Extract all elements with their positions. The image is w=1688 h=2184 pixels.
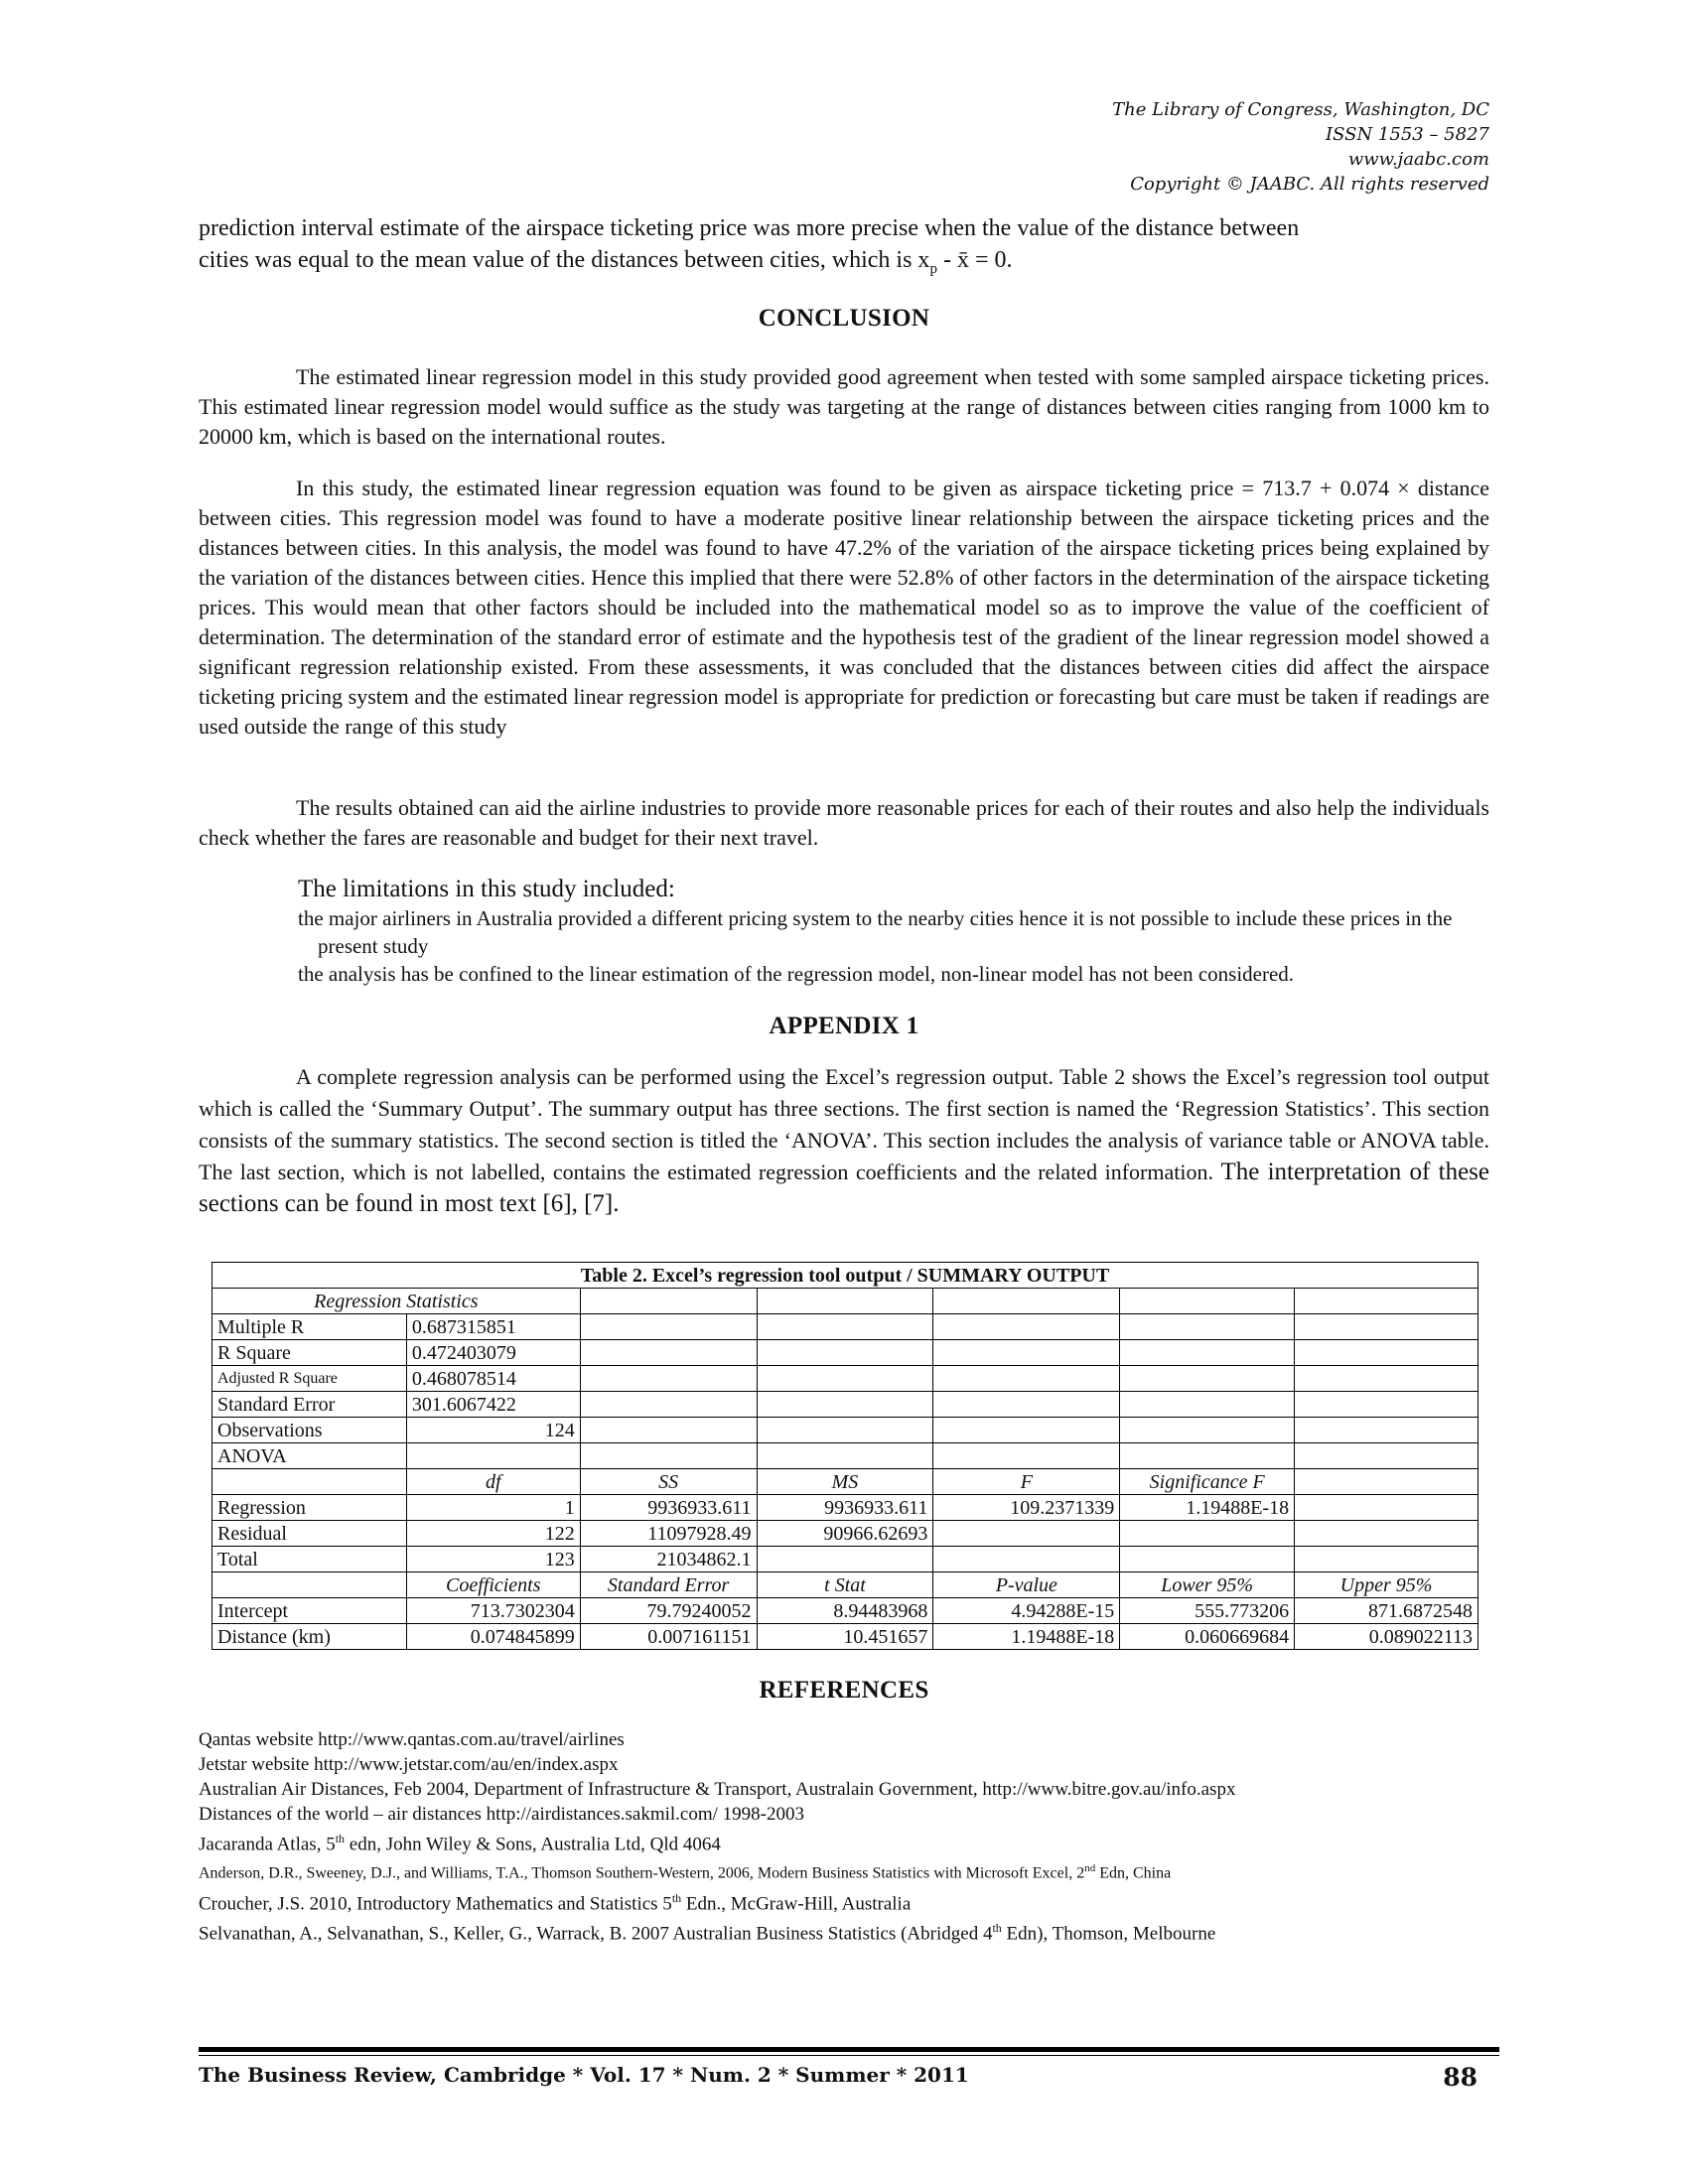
reference-item [199,1916,1509,1946]
appendix-paragraph [199,1061,1489,1220]
table-cell [1120,1547,1295,1572]
column-header: t Stat [757,1572,933,1598]
intro-minus: - [936,247,957,273]
reference-superscript: th [992,1920,1002,1935]
column-header: SS [580,1469,757,1495]
reference-superscript: th [671,1890,682,1905]
reference-superscript: th [335,1832,346,1845]
table-row [212,1624,1478,1650]
column-header: Lower 95% [1120,1572,1295,1598]
column-header: df [406,1469,580,1495]
table-row [212,1340,1478,1366]
table-cell: 109.2371339 [933,1495,1120,1521]
table-row [212,1547,1478,1572]
table-cell: 4.94288E-15 [933,1598,1120,1624]
table-cell: 11097928.49 [580,1521,757,1547]
intro-equals: = 0. [968,247,1013,273]
page-number: 88 [1443,2063,1477,2092]
footer-rule-thick [199,2047,1499,2052]
reference-item: Qantas website http://www.qantas.com.au/travel/airlines [199,1729,625,1750]
stat-label: R Square [212,1340,407,1366]
x-bar-symbol: x̄ [956,247,969,273]
table-cell [933,1521,1120,1547]
table-cell: 0.089022113 [1295,1624,1478,1650]
table-row [212,1392,1478,1418]
row-label: Total [212,1547,407,1572]
table-cell: 79.79240052 [580,1598,757,1624]
row-label: Regression [212,1495,407,1521]
references-heading-wrap [199,1677,1489,1705]
stat-label: Standard Error [212,1392,407,1418]
table-cell: 0.007161151 [580,1624,757,1650]
reference-text: Jacaranda Atlas, 5 [199,1834,336,1855]
reference-item: Distances of the world – air distances http://airdistances.sakmil.com/ 1998-2003 [199,1804,804,1825]
table-cell: 9936933.611 [580,1495,757,1521]
column-header: Standard Error [580,1572,757,1598]
table-row [212,1521,1478,1547]
stat-value: 301.6067422 [406,1392,580,1418]
reference-item [199,1827,1509,1856]
table-cell: 555.773206 [1120,1598,1295,1624]
stat-value: 0.468078514 [406,1366,580,1392]
reference-text: Edn), Thomson, Melbourne [1001,1923,1216,1945]
table-cell: 1 [406,1495,580,1521]
conclusion-paragraph-3-wrap [199,793,1489,853]
references-heading: REFERENCES [759,1677,929,1704]
intro-line-2 [199,244,1489,285]
header-line-3: www.jaabc.com [1347,149,1489,170]
appendix-paragraph-tail: The interpretation of these sections can be found in most text [6], [7]. [199,1159,1489,1217]
table-row [212,1418,1478,1443]
row-label: Distance (km) [212,1624,407,1650]
appendix-heading-wrap [199,1013,1489,1040]
conclusion-paragraph-2-wrap [199,474,1489,742]
column-header: Upper 95% [1295,1572,1478,1598]
column-header: F [933,1469,1120,1495]
limitations-lead: The limitations in this study included: [298,876,675,902]
column-header: MS [757,1469,933,1495]
appendix-paragraph-text: A complete regression analysis can be performed using the Excel’s regression output. Table 2 shows the Excel’s regression tool output which is called the ‘Summary Output’. The summary output has three sections. The first section is named the ‘Regression Statistics’. This section consists of the summary statistics. The second section is titled the ‘ANOVA’. This section includes the analysis of variance table or ANOVA table. The last section, which is not labelled, contains the estimated regression coefficients and the related information. [199,1064,1489,1184]
table-cell [933,1547,1120,1572]
subscript-p: p [929,260,937,277]
journal-footer [199,2063,1477,2092]
footer-journal-title: The Business Review, Cambridge * Vol. 17 * Num. 2 * Summer * 2011 [199,2063,969,2087]
table-cell: 1.19488E-18 [933,1624,1120,1650]
header-line-2: ISSN 1553 – 5827 [1326,124,1489,145]
table-cell: 9936933.611 [757,1495,933,1521]
limitations-list [298,875,1499,988]
conclusion-heading-wrap [199,305,1489,333]
regression-statistics-title: Regression Statistics [212,1289,581,1314]
table-cell: 90966.62693 [757,1521,933,1547]
references-list [199,1727,1509,1946]
anova-title: ANOVA [212,1443,407,1469]
reference-item: Jetstar website http://www.jetstar.com/au/en/index.aspx [199,1754,619,1775]
reference-item [199,1886,1509,1916]
header-line-4: Copyright © JAABC. All rights reserved [1130,174,1489,195]
stat-value: 0.687315851 [406,1314,580,1340]
journal-header [1112,97,1489,197]
conclusion-paragraph-2: In this study, the estimated linear regression equation was found to be given as airspace ticketing price = 713.7 + 0.074 × distance between cities. This regression model was found to have a moderate positive linear relationship between the airspace ticketing prices and the distances between cities. In this analysis, the model was found to have 47.2% of the variation of the airspace ticketing prices being explained by the variation of the distances between cities. Hence this implied that there were 52.8% of other factors in the determination of the airspace ticketing prices. This would mean that other factors should be included into the mathematical model so as to improve the value of the coefficient of determination. The determination of the standard error of estimate and the hypothesis test of the gradient of the linear regression model showed a significant regression relationship existed. From these assessments, it was concluded that the distances between cities did affect the airspace ticketing pricing system and the estimated linear regression model is appropriate for prediction or forecasting but care must be taken if readings are used outside the range of this study [199,476,1489,739]
table-row [212,1443,1478,1469]
table-cell [757,1547,933,1572]
reference-text: Selvanathan, A., Selvanathan, S., Keller, G., Warrack, B. 2007 Australian Business Statistics (Abridged 4 [199,1923,993,1945]
column-header: P-value [933,1572,1120,1598]
limitation-item: the analysis has be confined to the linear estimation of the regression model, non-linear model has not been considered. [298,962,1295,986]
reference-text: Croucher, J.S. 2010, Introductory Mathematics and Statistics 5 [199,1892,672,1914]
reference-text: Edn., McGraw-Hill, Australia [681,1892,912,1914]
stat-label: Multiple R [212,1314,407,1340]
intro-line-2-text: cities was equal to the mean value of the distances between cities, which is x [199,247,930,273]
table-header-row [212,1469,1478,1495]
limitation-item: the major airliners in Australia provided a different pricing system to the nearby cities hence it is not possible to include these prices in the present study [298,906,1453,958]
table-cell: 713.7302304 [406,1598,580,1624]
reference-text: Edn, China [1095,1864,1172,1882]
stat-value: 0.472403079 [406,1340,580,1366]
table-row [212,1598,1478,1624]
header-line-1: The Library of Congress, Washington, DC [1112,99,1489,120]
intro-paragraph [199,212,1489,285]
row-label: Residual [212,1521,407,1547]
reference-item: Australian Air Distances, Feb 2004, Department of Infrastructure & Transport, Australain Government, http://www.bitre.gov.au/info.aspx [199,1779,1236,1800]
table-cell: 123 [406,1547,580,1572]
reference-superscript: nd [1084,1862,1096,1875]
conclusion-paragraph-3: The results obtained can aid the airline industries to provide more reasonable prices for each of their routes and also help the individuals check whether the fares are reasonable and budget for their next travel. [199,795,1489,850]
column-header: Coefficients [406,1572,580,1598]
reference-item [199,1856,1509,1885]
table-row [212,1366,1478,1392]
table-row [212,1289,1478,1314]
table-cell: 0.060669684 [1120,1624,1295,1650]
table-row [212,1314,1478,1340]
table-cell: 122 [406,1521,580,1547]
table-header-row [212,1572,1478,1598]
table-caption: Table 2. Excel’s regression tool output / SUMMARY OUTPUT [212,1263,1478,1289]
intro-line-1: prediction interval estimate of the airspace ticketing price was more precise when the value of the distance between [199,215,1300,241]
table-cell [1120,1521,1295,1547]
table-cell: 0.074845899 [406,1624,580,1650]
table-caption-row [212,1263,1478,1289]
conclusion-heading: CONCLUSION [758,305,930,332]
footer-rule-thin [199,2055,1499,2056]
appendix-paragraph-wrap [199,1061,1489,1220]
conclusion-paragraph-1-wrap [199,362,1489,452]
table-cell: 871.6872548 [1295,1598,1478,1624]
reference-text: Anderson, D.R., Sweeney, D.J., and Williams, T.A., Thomson Southern-Western, 2006, Modern Business Statistics with Microsoft Excel, 2 [199,1864,1085,1882]
conclusion-paragraph-1: The estimated linear regression model in this study provided good agreement when tested with some sampled airspace ticketing prices. This estimated linear regression model would suffice as the study was targeting at the range of distances between cities ranging from 1000 km to 20000 km, which is based on the international routes. [199,364,1489,449]
appendix-heading: APPENDIX 1 [769,1013,919,1039]
row-label: Intercept [212,1598,407,1624]
column-header: Significance F [1120,1469,1295,1495]
table-row [212,1495,1478,1521]
stat-label: Adjusted R Square [212,1366,407,1392]
reference-text: edn, John Wiley & Sons, Australia Ltd, Qld 4064 [345,1834,721,1855]
stat-value: 124 [406,1418,580,1443]
table-cell: 21034862.1 [580,1547,757,1572]
regression-output-table [211,1262,1478,1650]
stat-label: Observations [212,1418,407,1443]
table-cell: 1.19488E-18 [1120,1495,1295,1521]
table-cell: 8.94483968 [757,1598,933,1624]
table-cell: 10.451657 [757,1624,933,1650]
